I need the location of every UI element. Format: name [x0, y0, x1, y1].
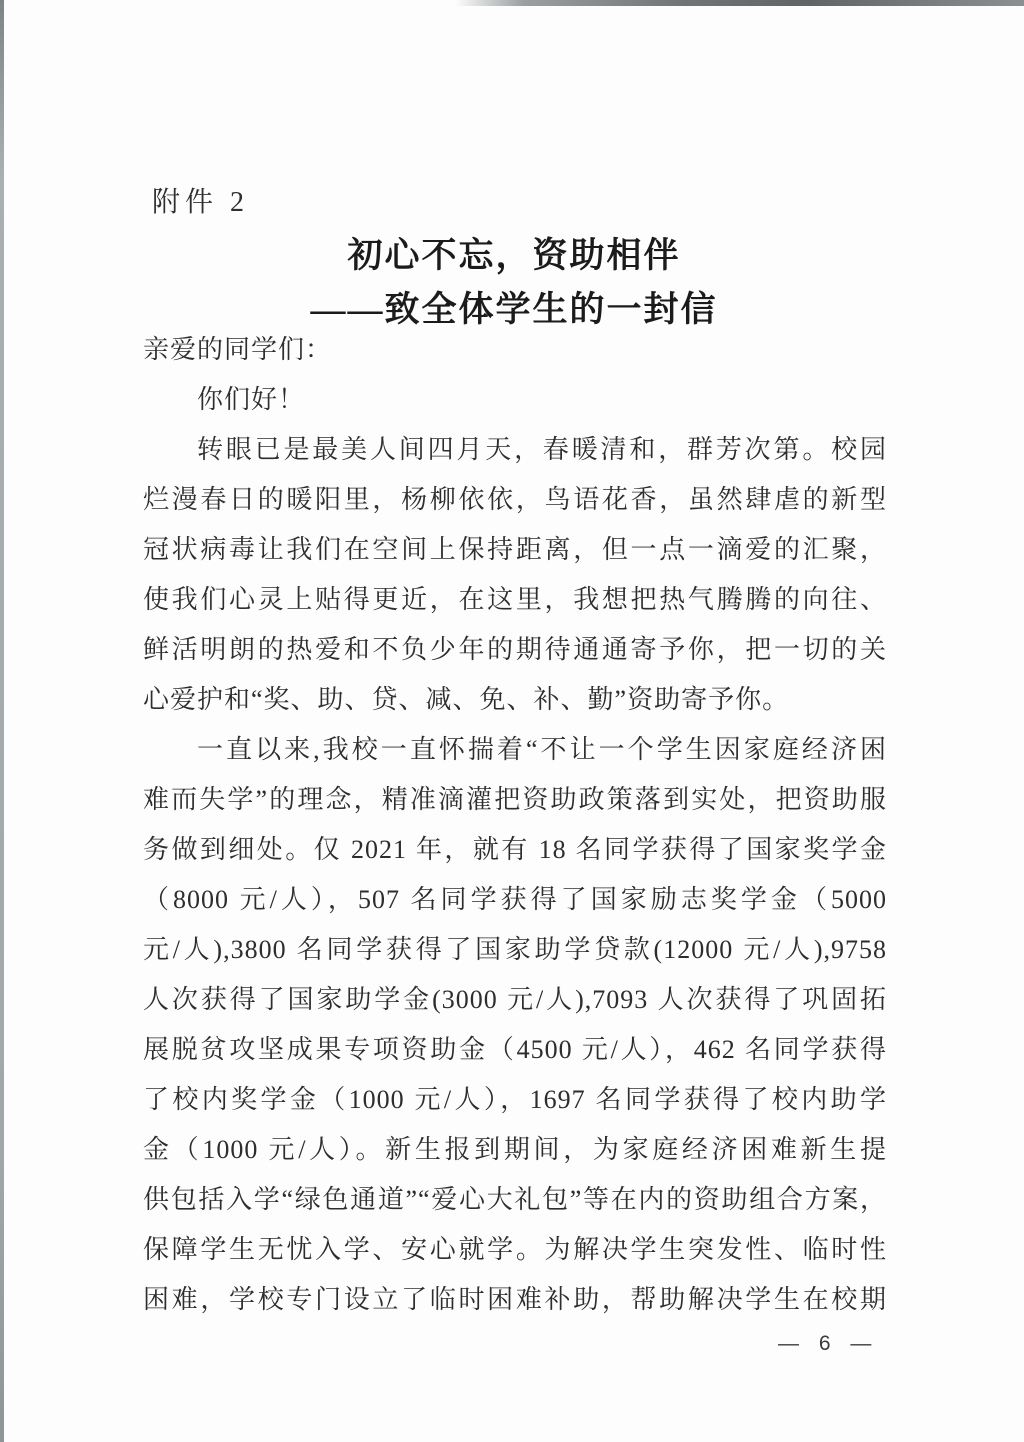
body-line: 冠状病毒让我们在空间上保持距离，但一点一滴爱的汇聚，: [143, 535, 887, 564]
body-line: 金（1000 元/人）。新生报到期间，为家庭经济困难新生提: [143, 1135, 887, 1164]
body-line: 转眼已是最美人间四月天，春暖清和，群芳次第。校园: [197, 435, 887, 464]
body-line: 供包括入学“绿色通道”“爱心大礼包”等在内的资助组合方案，: [143, 1185, 887, 1214]
body-line: 烂漫春日的暖阳里，杨柳依依，鸟语花香，虽然肆虐的新型: [143, 485, 887, 514]
body-line: 使我们心灵上贴得更近，在这里，我想把热气腾腾的向往、: [143, 585, 887, 614]
scan-artifact-left-edge: [0, 0, 4, 1442]
document-title: 初心不忘，资助相伴: [347, 236, 681, 275]
body-line: 鲜活明朗的热爱和不负少年的期待通通寄予你，把一切的关: [143, 635, 887, 664]
body-line: 一直以来,我校一直怀揣着“不让一个学生因家庭经济困: [197, 735, 887, 764]
body-line: （8000 元/人），507 名同学获得了国家励志奖学金（5000: [143, 885, 887, 914]
body-line: 务做到细处。仅 2021 年，就有 18 名同学获得了国家奖学金: [143, 835, 887, 864]
body-line: 你们好！: [197, 385, 306, 414]
body-line: 心爱护和“奖、助、贷、减、免、补、勤”资助寄予你。: [143, 685, 790, 714]
body-line: 元/人),3800 名同学获得了国家助学贷款(12000 元/人),9758: [143, 935, 887, 964]
body-line: 展脱贫攻坚成果专项资助金（4500 元/人），462 名同学获得: [143, 1035, 887, 1064]
letter-body: [143, 325, 887, 1325]
body-line: 了校内奖学金（1000 元/人），1697 名同学获得了校内助学: [143, 1085, 887, 1114]
body-line: 难而失学”的理念，精准滴灌把资助政策落到实处，把资助服: [143, 785, 887, 814]
body-line: 保障学生无忧入学、安心就学。为解决学生突发性、临时性: [143, 1235, 887, 1264]
document-subtitle: ——致全体学生的一封信: [310, 290, 718, 329]
body-line: 亲爱的同学们：: [143, 335, 333, 364]
body-line: 困难，学校专门设立了临时困难补助，帮助解决学生在校期: [143, 1285, 887, 1314]
scan-artifact-top-edge: [455, 0, 1024, 6]
page-number: — 6 —: [778, 1332, 879, 1355]
body-line: 人次获得了国家助学金(3000 元/人),7093 人次获得了巩固拓: [143, 985, 887, 1014]
attachment-label: 附件 2: [152, 187, 250, 218]
